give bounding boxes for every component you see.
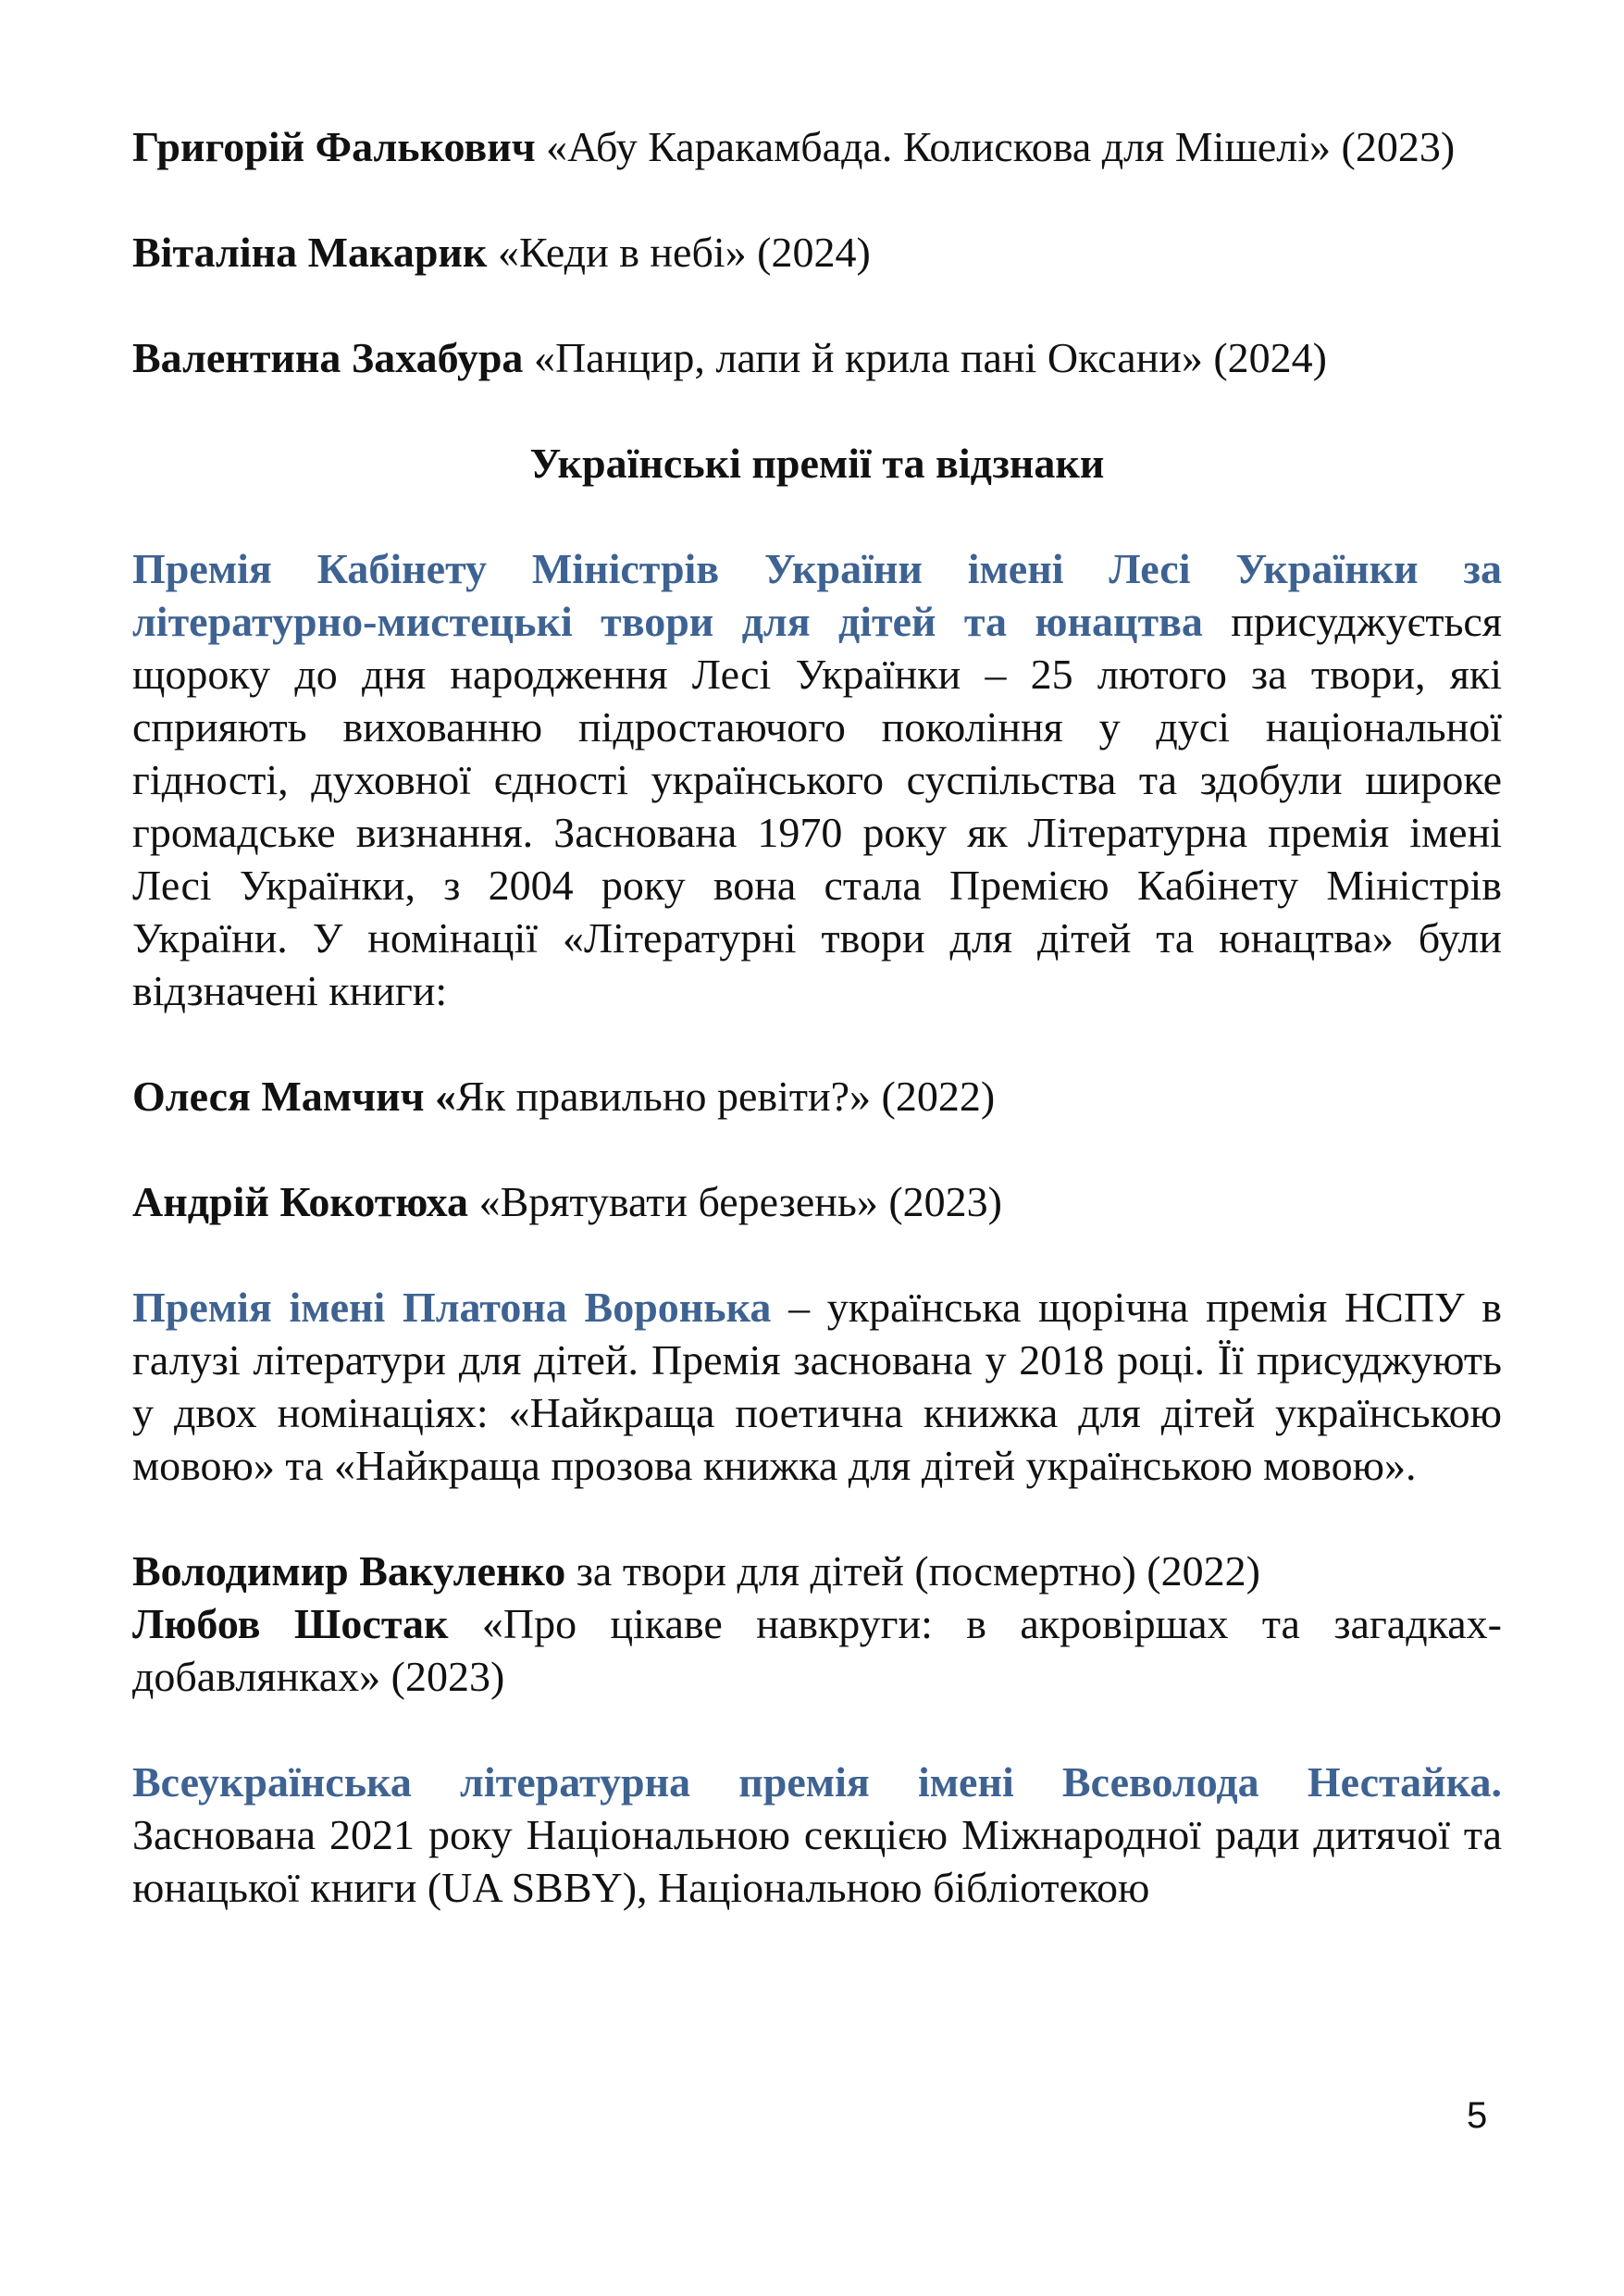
author-name: Григорій Фалькович	[132, 123, 536, 170]
author-name: Віталіна Макарик	[132, 229, 488, 276]
award-description: присуджується щороку до дня народження Лесі Українки – 25 лютого за твори, які сприяють вихованню підростаючого покоління у дусі національної гідності, духовної єдності українського суспільства та здобули широке громадське визнання. Заснована 1970 року як Літературна премія імені Лесі Українки, з 2004 року вона стала Премією Кабінету Міністрів України. У номінації «Літературні твори для дітей та юнацтва» були відзначені книги:	[132, 598, 1503, 1014]
award-paragraph	[132, 1756, 1502, 1914]
book-title: за твори для дітей (посмертно) (2022)	[565, 1547, 1260, 1595]
award-description: – українська щорічна премія НСПУ в галузі літератури для дітей. Премія заснована у 2018 році. Її присуджують у двох номінаціях: «Найкраща поетична книжка для дітей українською мовою» та «Найкраща прозова книжка для дітей українською мовою».	[132, 1284, 1502, 1489]
book-entry	[132, 226, 1502, 279]
book-entry	[132, 1175, 1502, 1228]
award-name: Премія Кабінету Міністрів України імені Лесі Українки за літературно-мистецькі твори для дітей та юнацтва	[132, 545, 1502, 645]
document-page	[132, 120, 1502, 1914]
author-name: Валентина Захабура	[132, 334, 524, 381]
book-title: «Врятувати березень» (2023)	[468, 1178, 1002, 1225]
award-name: Всеукраїнська літературна премія імені Всеволода Нестайка.	[132, 1758, 1502, 1806]
book-entry	[132, 1597, 1502, 1703]
book-entry	[132, 120, 1502, 173]
award-name: Премія імені Платона Воронька	[132, 1284, 772, 1331]
author-name: Володимир Вакуленко	[132, 1547, 566, 1595]
book-title: «Панцир, лапи й крила пані Оксани» (2024)	[523, 334, 1328, 381]
book-entry	[132, 1070, 1502, 1123]
page-number: 5	[1467, 2095, 1488, 2136]
author-name: Андрій Кокотюха	[132, 1178, 469, 1225]
book-entry	[132, 1545, 1502, 1597]
author-name: Олеся Мамчич «	[132, 1073, 457, 1120]
book-title: «Кеди в небі» (2024)	[487, 229, 871, 276]
book-entry	[132, 331, 1502, 384]
author-name: Любов Шостак	[132, 1600, 449, 1647]
book-title: «Абу Каракамбада. Колискова для Мішелі» (2023)	[535, 123, 1456, 170]
book-title: «Про цікаве навкруги: в акровіршах та загадках-добавлянках» (2023)	[132, 1600, 1502, 1700]
award-paragraph	[132, 542, 1502, 1017]
award-description: Заснована 2021 року Національною секцією Міжнародної ради дитячої та юнацької книги (UA SBBY), Національною бібліотекою	[132, 1811, 1502, 1911]
award-paragraph	[132, 1281, 1502, 1492]
book-title: Як правильно ревіти?» (2022)	[456, 1073, 996, 1120]
section-heading: Українські премії та відзнаки	[529, 440, 1105, 487]
